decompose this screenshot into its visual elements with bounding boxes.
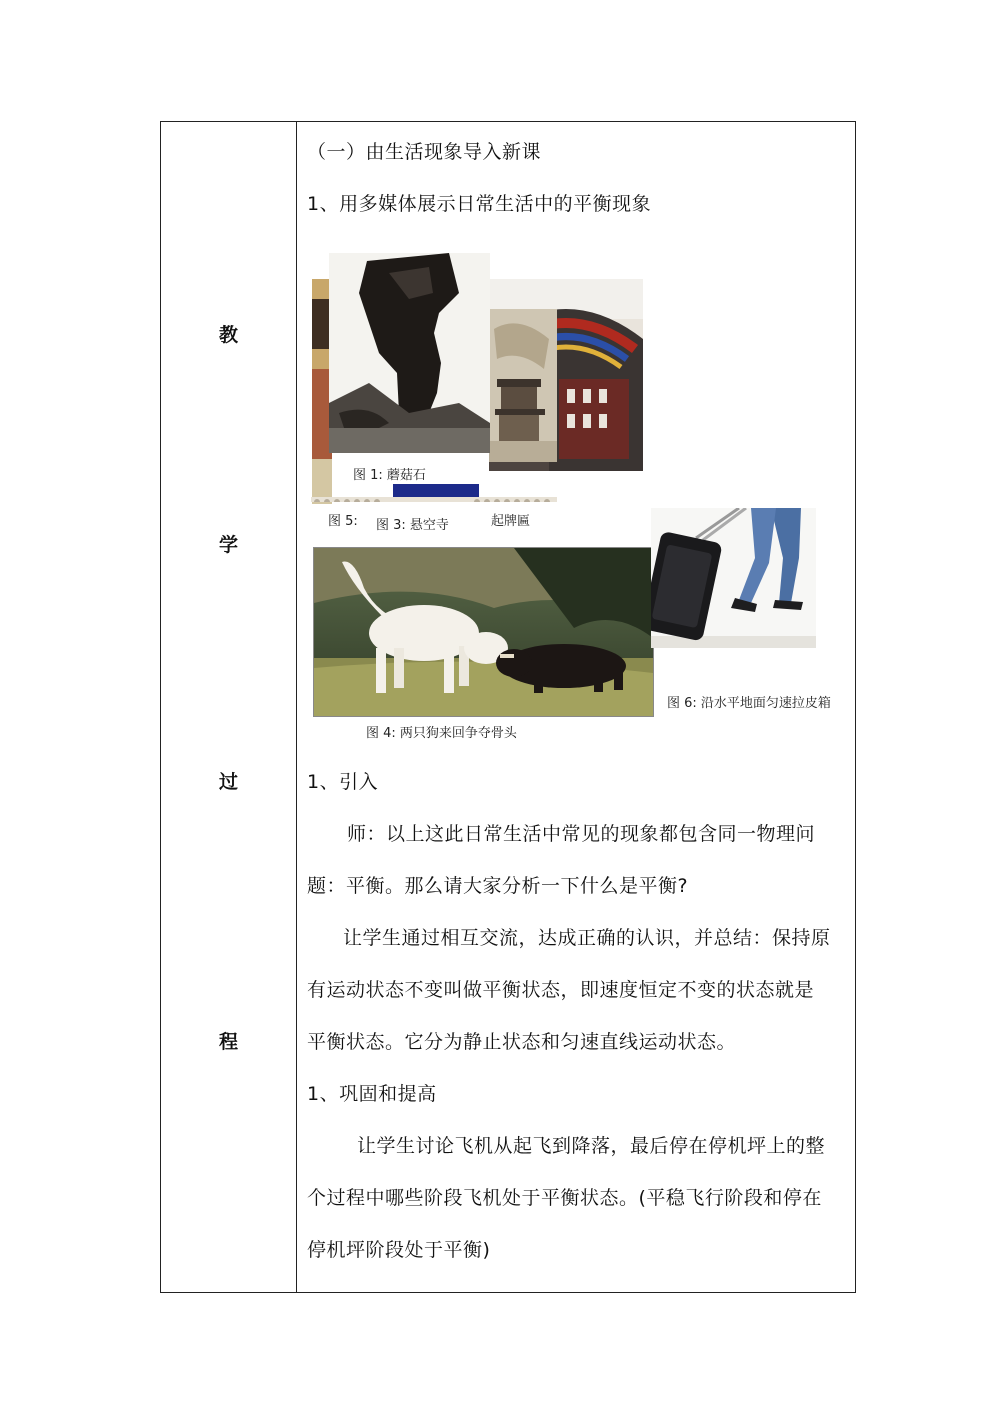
column-divider (296, 122, 297, 1292)
caption-fig5: 图 5: (326, 510, 360, 529)
side-label-cheng: 程 (218, 1031, 238, 1053)
item-multimedia: 1、用多媒体展示日常生活中的平衡现象 (307, 193, 652, 215)
lesson-table (160, 121, 856, 1293)
caption-fig2: 起牌匾 (489, 510, 532, 529)
dogs-photo (313, 547, 654, 717)
summary-line-2: 有运动状态不变叫做平衡状态，即速度恒定不变的状态就是 (307, 979, 815, 1001)
suitcase-photo (651, 508, 816, 648)
summary-line-1: 让学生通过相互交流，达成正确的认识，并总结：保持原 (343, 927, 831, 949)
summary-line-3: 平衡状态。它分为静止状态和匀速直线运动状态。 (307, 1031, 737, 1053)
caption-fig1: 图 1: 蘑菇石 (351, 464, 428, 483)
discuss-line-3: 停机坪阶段处于平衡) (307, 1239, 491, 1261)
discuss-line-1: 让学生讨论飞机从起飞到降落，最后停在停机坪上的整 (357, 1135, 826, 1157)
side-label-guo: 过 (218, 771, 238, 793)
caption-fig6: 图 6: 沿水平地面匀速拉皮箱 (665, 692, 833, 711)
item-consolidate: 1、巩固和提高 (307, 1083, 437, 1105)
hanging-temple-photo (489, 309, 557, 462)
caption-fig3: 图 3: 悬空寺 (374, 514, 451, 533)
teacher-line-2: 题：平衡。那么请大家分析一下什么是平衡? (307, 875, 689, 897)
discuss-line-2: 个过程中哪些阶段飞机处于平衡状态。(平稳飞行阶段和停在 (307, 1187, 822, 1209)
item-introduction: 1、引入 (307, 771, 379, 793)
caption-fig4: 图 4: 两只狗来回争夺骨头 (364, 722, 519, 741)
side-label-xue: 学 (218, 534, 238, 556)
teacher-line-1: 师：以上这此日常生活中常见的现象都包含同一物理问 (347, 823, 816, 845)
pebble-strip (311, 492, 557, 502)
side-label-jiao: 教 (218, 324, 238, 346)
mushroom-rock-photo (329, 253, 490, 453)
section-heading: （一）由生活现象导入新课 (307, 141, 542, 163)
